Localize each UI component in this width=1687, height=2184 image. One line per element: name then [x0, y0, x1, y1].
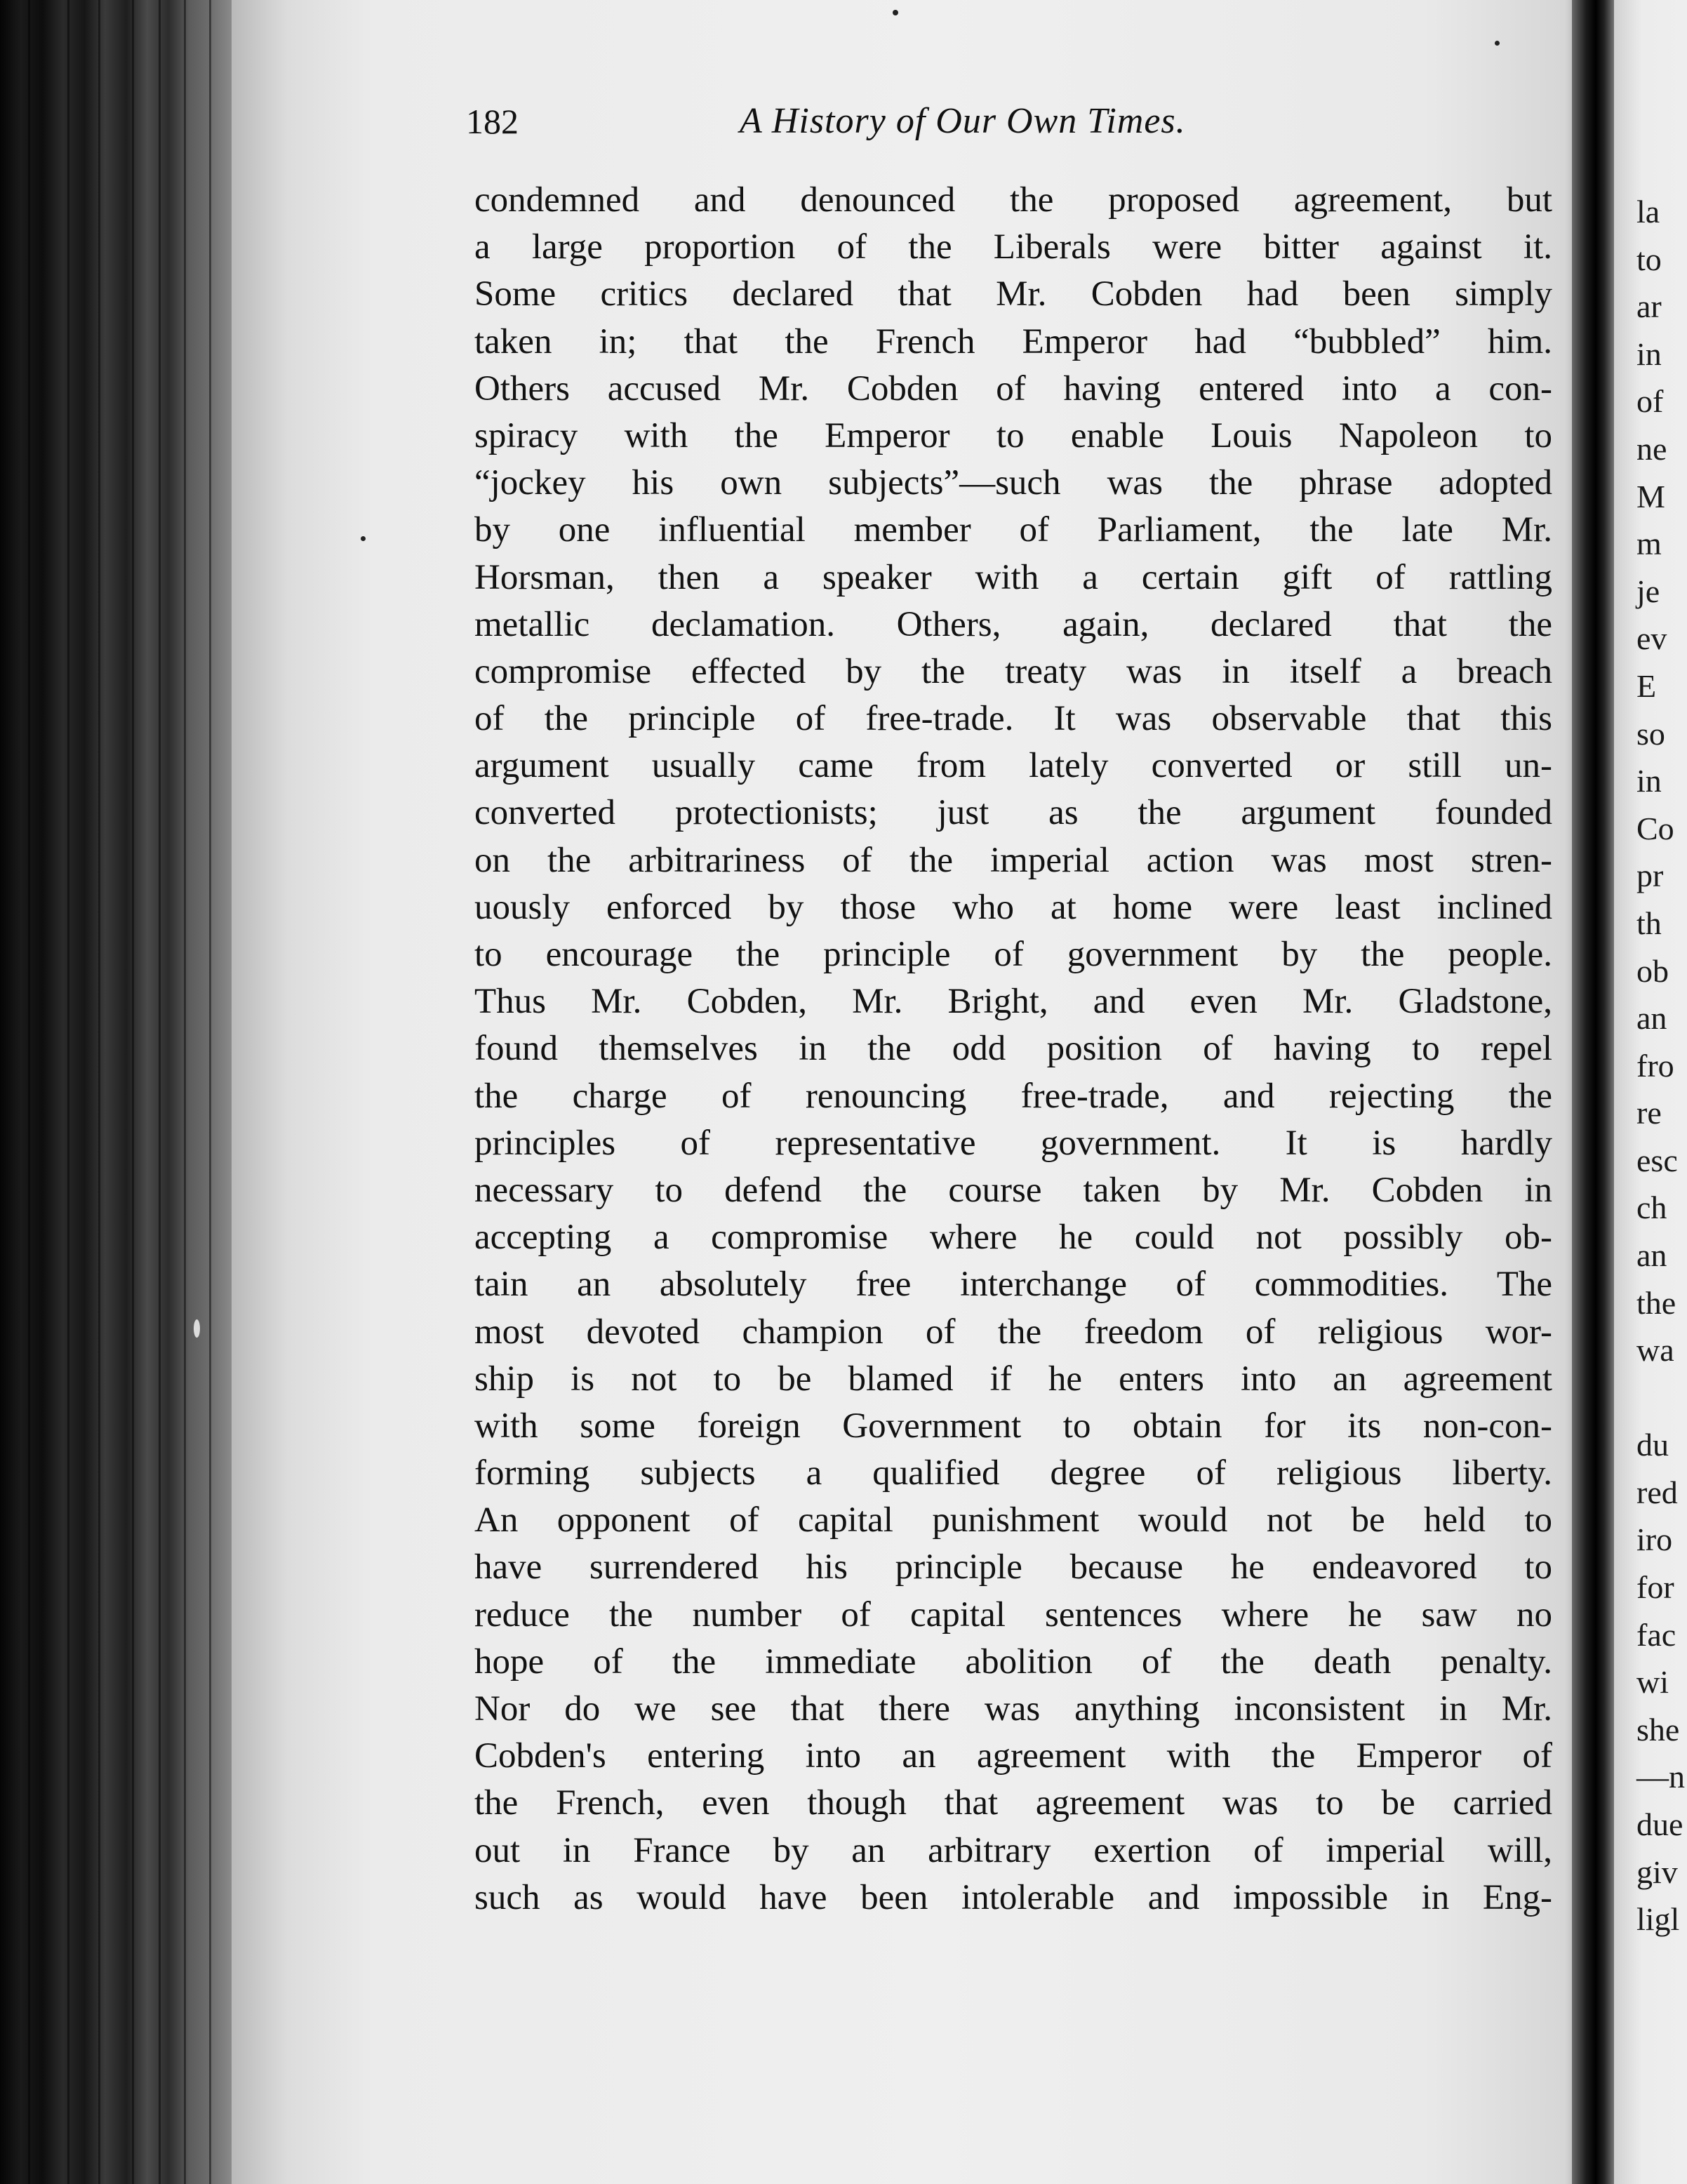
facing-page-fragment: la	[1636, 194, 1660, 229]
text-line: out in France by an arbitrary exertion of imperial will,	[474, 1830, 1552, 1870]
running-head-title: A History of Our Own Times.	[740, 101, 1186, 141]
text-line: reduce the number of capital sentences where he saw no	[474, 1594, 1552, 1634]
text-line: principles of representative government. It is hardly	[474, 1123, 1552, 1163]
text-line: most devoted champion of the freedom of religious wor-	[474, 1312, 1552, 1352]
text-line: ship is not to be blamed if he enters into an agreement	[474, 1359, 1552, 1399]
facing-page-fragment: she	[1636, 1711, 1680, 1747]
text-line: accepting a compromise where he could not possibly ob-	[474, 1218, 1552, 1258]
text-line: by one influential member of Parliament, the late Mr.	[474, 510, 1552, 550]
scan-speck	[1495, 41, 1500, 46]
facing-page-fragment: pr	[1636, 858, 1664, 894]
text-line: tain an absolutely free interchange of commodities. The	[474, 1265, 1552, 1305]
facing-page-fragment: esc	[1636, 1142, 1678, 1178]
text-line: compromise effected by the treaty was in itself a breach	[474, 651, 1552, 691]
text-line: argument usually came from lately converted or still un-	[474, 746, 1552, 786]
text-line: such as would have been intolerable and impossible in Eng-	[474, 1877, 1552, 1917]
facing-page-fragment: th	[1636, 905, 1662, 941]
facing-page-fragment: of	[1636, 383, 1664, 420]
facing-page-fragment: for	[1636, 1569, 1674, 1606]
facing-page-fragment: iro	[1636, 1522, 1673, 1558]
facing-page-fragment: the	[1636, 1284, 1676, 1321]
text-line: to encourage the principle of government by the people.	[474, 935, 1552, 974]
text-line: uously enforced by those who at home were least inclined	[474, 887, 1552, 927]
text-line: spiracy with the Emperor to enable Louis Napoleon to	[474, 415, 1552, 455]
facing-page-fragment: so	[1636, 715, 1665, 752]
facing-page-fragment: due	[1636, 1806, 1683, 1842]
facing-page-fragment: ev	[1636, 620, 1667, 657]
text-line: Thus Mr. Cobden, Mr. Bright, and even Mr. Gladstone,	[474, 982, 1552, 1022]
book-gutter	[1572, 0, 1617, 2184]
text-line: Cobden's entering into an agreement with the Emperor of	[474, 1736, 1552, 1776]
facing-page-fragment: ar	[1636, 288, 1662, 325]
page-number: 182	[466, 102, 519, 141]
facing-page-fragment: fac	[1636, 1616, 1676, 1653]
facing-page-fragment: E	[1636, 667, 1657, 704]
text-line: converted protectionists; just as the argument founded	[474, 793, 1552, 833]
scan-speck	[361, 536, 366, 541]
facing-page-fragment: ligl	[1636, 1901, 1680, 1938]
text-line: forming subjects a qualified degree of religious liberty.	[474, 1453, 1552, 1493]
text-line: condemned and denounced the proposed agreement, but	[474, 180, 1552, 220]
scan-speck	[893, 10, 898, 15]
text-line: taken in; that the French Emperor had “bubbled” him.	[474, 321, 1552, 361]
facing-page-fragment: an	[1636, 1000, 1667, 1037]
text-line: hope of the immediate abolition of the death penalty.	[474, 1642, 1552, 1682]
facing-page-fragment: du	[1636, 1427, 1669, 1463]
text-line: “jockey his own subjects”—such was the phrase adopted	[474, 463, 1552, 503]
facing-page-fragment: in	[1636, 335, 1662, 372]
text-line: metallic declamation. Others, again, declared that the	[474, 604, 1552, 644]
body-text	[474, 177, 1552, 1922]
facing-page-fragment: wi	[1636, 1664, 1669, 1700]
facing-page-fragment: an	[1636, 1237, 1667, 1274]
facing-page-fragment: Co	[1636, 810, 1674, 846]
facing-page-fragment: wa	[1636, 1332, 1674, 1369]
text-line: the charge of renouncing free-trade, and rejecting the	[474, 1076, 1552, 1116]
text-line: found themselves in the odd position of having to repel	[474, 1029, 1552, 1069]
facing-page-fragment: M	[1636, 478, 1665, 514]
text-line: Others accused Mr. Cobden of having entered into a con-	[474, 368, 1552, 408]
running-head	[466, 97, 1392, 146]
text-line: An opponent of capital punishment would not be held to	[474, 1500, 1552, 1540]
facing-page-fragment: ch	[1636, 1190, 1667, 1226]
facing-page-fragment: in	[1636, 763, 1662, 799]
facing-page-fragment: ob	[1636, 952, 1669, 989]
facing-page-fragment: ne	[1636, 430, 1667, 467]
text-line: Some critics declared that Mr. Cobden had been simply	[474, 274, 1552, 314]
facing-page-text	[1636, 188, 1687, 1943]
scan-speck	[194, 1319, 200, 1338]
facing-page-fragment: —n	[1636, 1759, 1685, 1795]
book-binding-edge	[0, 0, 253, 2184]
facing-page-fragment: red	[1636, 1474, 1678, 1510]
text-line: of the principle of free-trade. It was observable that this	[474, 699, 1552, 739]
facing-page-fragment: fro	[1636, 1047, 1674, 1084]
text-line: Nor do we see that there was anything inconsistent in Mr.	[474, 1689, 1552, 1729]
text-line: Horsman, then a speaker with a certain gift of rattling	[474, 557, 1552, 597]
text-line: have surrendered his principle because he endeavored to	[474, 1547, 1552, 1587]
text-line: on the arbitrariness of the imperial action was most stren-	[474, 840, 1552, 880]
facing-page-fragment: re	[1636, 1095, 1662, 1131]
text-line: with some foreign Government to obtain for its non-con-	[474, 1406, 1552, 1446]
text-line: necessary to defend the course taken by Mr. Cobden in	[474, 1170, 1552, 1210]
facing-page-fragment: to	[1636, 241, 1662, 277]
facing-page-fragment: giv	[1636, 1853, 1678, 1890]
text-line: a large proportion of the Liberals were bitter against it.	[474, 227, 1552, 267]
facing-page-fragment: je	[1636, 573, 1660, 609]
text-line: the French, even though that agreement was to be carried	[474, 1783, 1552, 1823]
facing-page-fragment: m	[1636, 526, 1662, 562]
